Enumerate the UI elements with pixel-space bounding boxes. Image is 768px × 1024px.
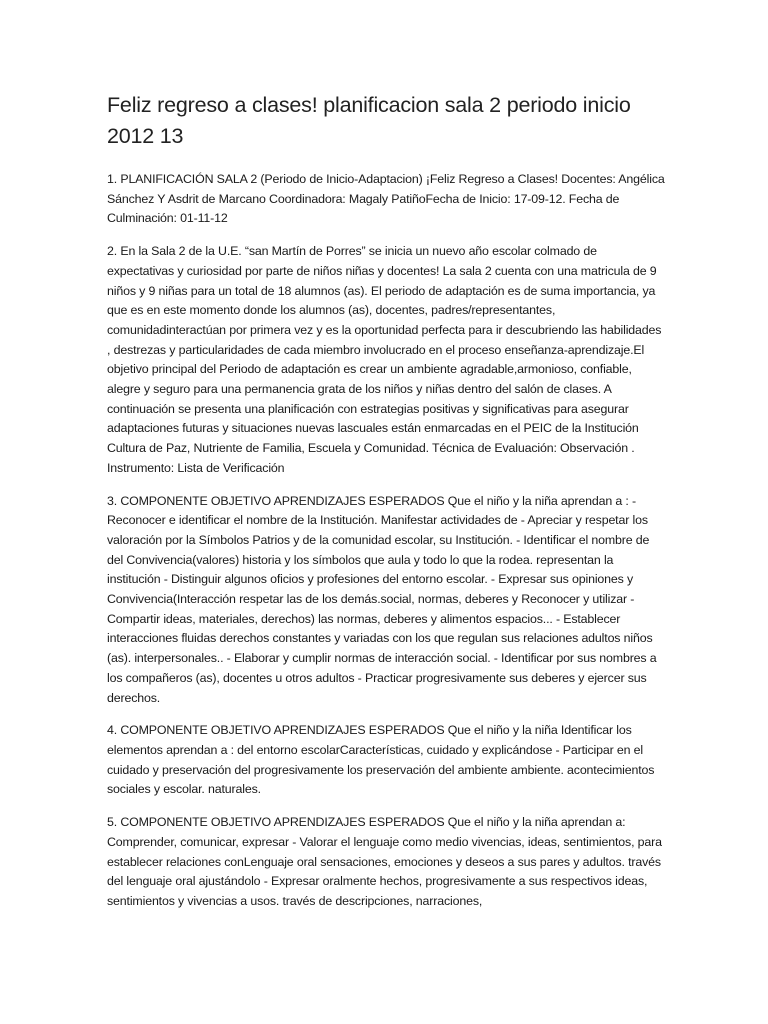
- paragraph-4: 4. COMPONENTE OBJETIVO APRENDIZAJES ESPERADOS Que el niño y la niña Identificar los elementos aprendan a : del entorno escolarCaracterísticas, cuidado y explicándose - Participar en el cuidado y preservación del progresivamente los preservación del ambiente ambiente. acontecimientos sociales y escolar. naturales.: [107, 723, 655, 797]
- document-title: Feliz regreso a clases! planificacion sala 2 periodo inicio 2012 13: [107, 93, 631, 148]
- paragraph-1: 1. PLANIFICACIÓN SALA 2 (Periodo de Inicio-Adaptacion) ¡Feliz Regreso a Clases! Docentes: Angélica Sánchez Y Asdrit de Marcano Coordinadora: Magaly PatiñoFecha de Inicio: 17-09-12. Fecha de Culminación: 01-11-12: [107, 172, 665, 226]
- paragraph-2: 2. En la Sala 2 de la U.E. “san Martín de Porres” se inicia un nuevo año escolar colmado de expectativas y curiosidad por parte de niños niñas y docentes! La sala 2 cuenta con una matricula de 9 niños y 9 niñas para un total de 18 alumnos (as). El periodo de adaptación es de suma importancia, ya que es en este momento donde los alumnos (as), docentes, padres/representantes, comunidadinteractúan por primera vez y es la oportunidad perfecta para ir descubriendo las habilidades , destrezas y particularidades de cada miembro involucrado en el proceso enseñanza-aprendizaje.El objetivo principal del Periodo de adaptación es crear un ambiente agradable,armonioso, confiable, alegre y seguro para una permanencia grata de los niños y niñas dentro del salón de clases. A continuación se presenta una planificación con estrategias positivas y significativas para asegurar adaptaciones futuras y situaciones nuevas lascuales están enmarcadas en el PEIC de la Institución Cultura de Paz, Nutriente de Familia, Escuela y Comunidad. Técnica de Evaluación: Observación . Instrumento: Lista de Verificación: [107, 244, 662, 475]
- paragraph-5: 5. COMPONENTE OBJETIVO APRENDIZAJES ESPERADOS Que el niño y la niña aprendan a: Comprender, comunicar, expresar - Valorar el lenguaje como medio vivencias, ideas, sentimientos, para establecer relaciones conLenguaje oral sensaciones, emociones y deseos a sus pares y adultos. través del lenguaje oral ajustándolo - Expresar oralmente hechos, progresivamente a sus respectivos ideas, sentimientos y vivencias a usos. través de descripciones, narraciones,: [107, 815, 662, 908]
- document-body: [107, 170, 667, 925]
- paragraph-3: 3. COMPONENTE OBJETIVO APRENDIZAJES ESPERADOS Que el niño y la niña aprendan a : - Reconocer e identificar el nombre de la Institución. Manifestar actividades de - Apreciar y respetar los valoración por la Símbolos Patrios y de la comunidad escolar, su Institución. - Identificar el nombre de del Convivencia(valores) historia y los símbolos que aula y todo lo que la rodea. representan la institución - Distinguir algunos oficios y profesiones del entorno escolar. - Expresar sus opiniones y Convivencia(Interacción respetar las de los demás.social, normas, deberes y Reconocer y utilizar - Compartir ideas, materiales, derechos) las normas, deberes y alimentos espacios... - Establecer interacciones fluidas derechos constantes y variadas con los que regulan sus relaciones adultos niños (as). interpersonales.. - Elaborar y cumplir normas de interacción social. - Identificar por sus nombres a los compañeros (as), docentes u otros adultos - Practicar progresivamente sus deberes y ejercer sus derechos.: [107, 493, 657, 705]
